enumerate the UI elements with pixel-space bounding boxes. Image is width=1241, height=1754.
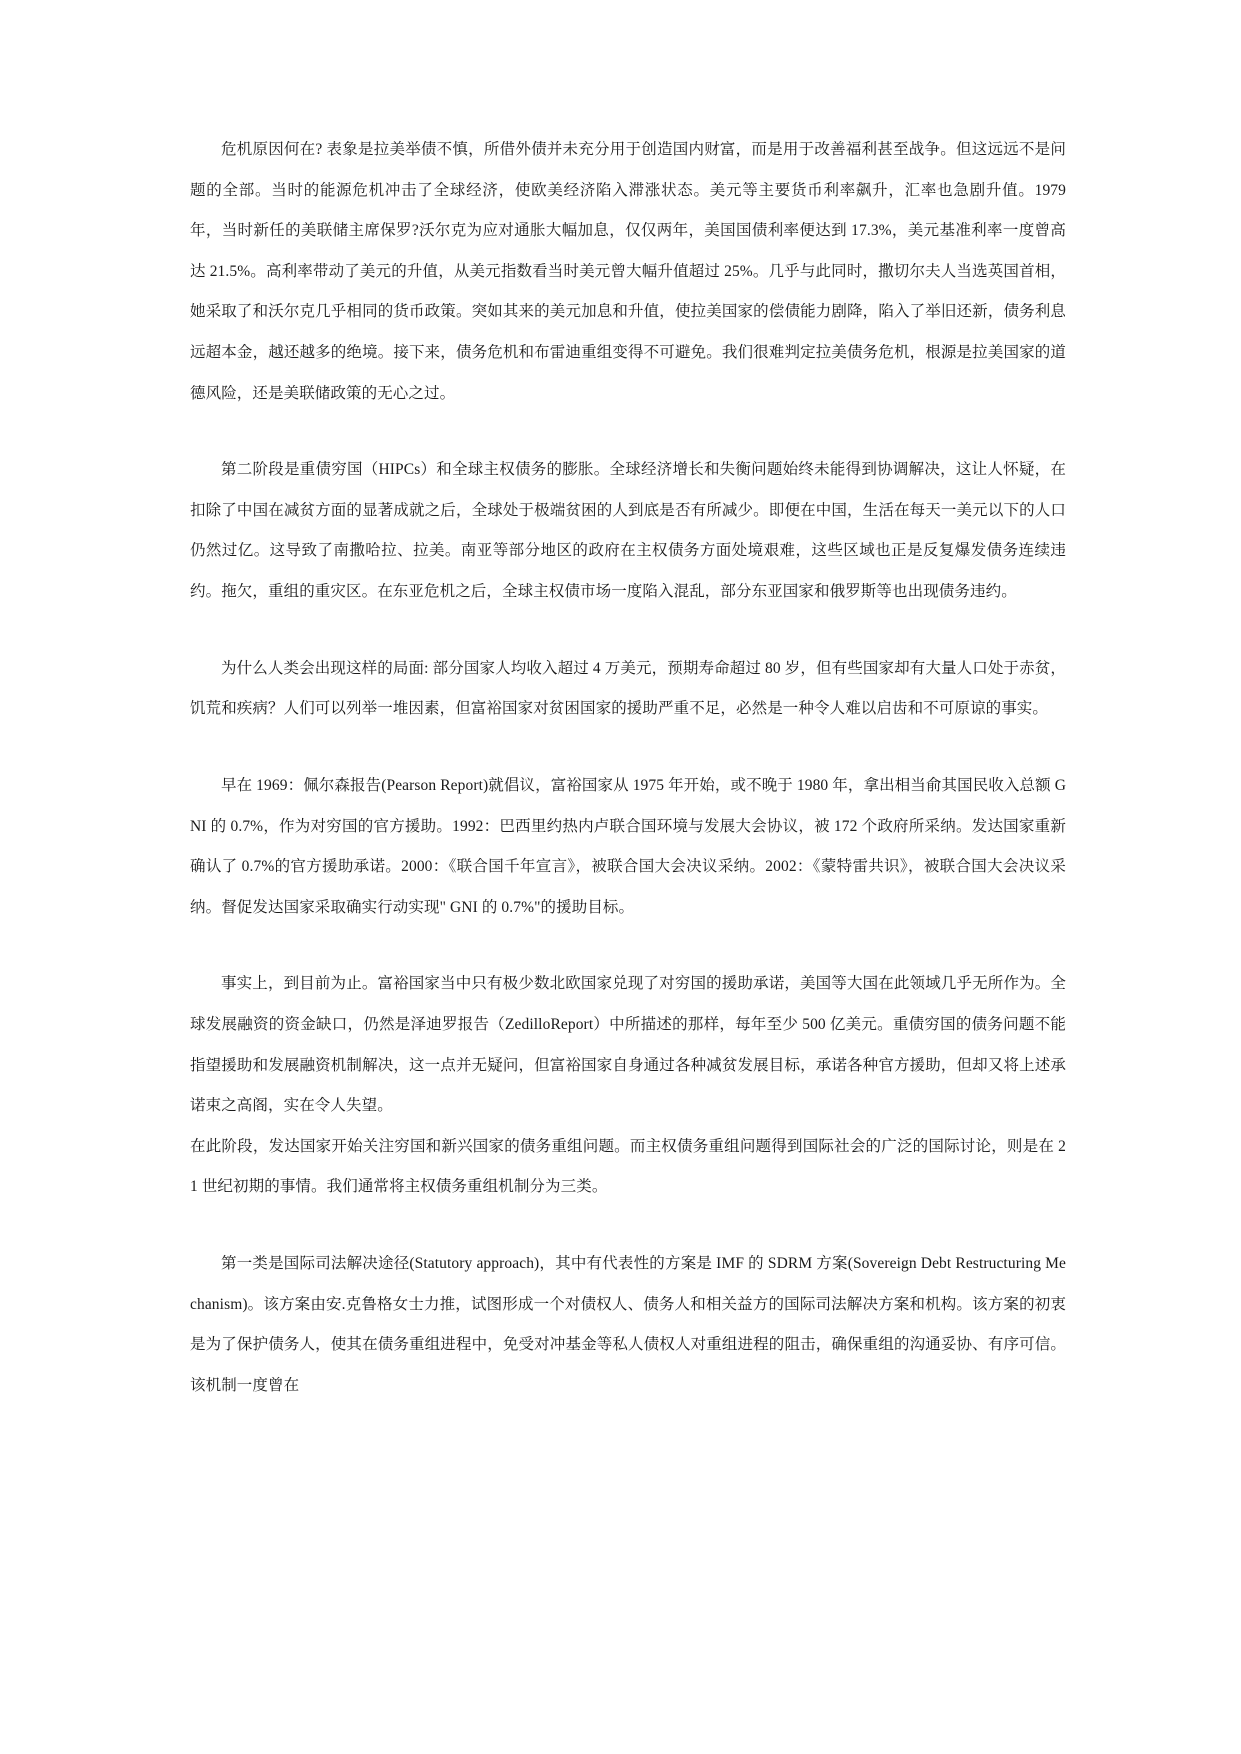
paragraph: 为什么人类会出现这样的局面: 部分国家人均收入超过 4 万美元，预期寿命超过 80 岁，但有些国家却有大量人口处于赤贫，饥荒和疾病？人们可以列举一堆因素，但富裕国家对贫困国家的援助严重不足，必然是一种令人难以启齿和不可原谅的事实。 <box>190 659 1066 718</box>
paragraph-spacer <box>190 928 1066 964</box>
paragraph: 事实上，到目前为止。富裕国家当中只有极少数北欧国家兑现了对穷国的援助承诺，美国等大国在此领域几乎无所作为。全球发展融资的资金缺口，仍然是泽迪罗报告（ZedilloReport）中所描述的那样，每年至少 500 亿美元。重债穷国的债务问题不能指望援助和发展融资机制解决，这一点并无疑问，但富裕国家自身通过各种减贫发展目标，承诺各种官方援助，但却又将上述承诺束之高阁，实在令人失望。 <box>190 975 1066 1115</box>
paragraph-spacer <box>190 414 1066 450</box>
paragraph: 在此阶段，发达国家开始关注穷国和新兴国家的债务重组问题。而主权债务重组问题得到国际社会的广泛的国际讨论，则是在 21 世纪初期的事情。我们通常将主权债务重组机制分为三类。 <box>190 1137 1066 1196</box>
paragraph: 第一类是国际司法解决途径(Statutory approach)，其中有代表性的方案是 IMF 的 SDRM 方案(Sovereign Debt Restructuring Mechanism)。该方案由安.克鲁格女士力推，试图形成一个对债权人、债务人和相关益方的国际司法解决方案和机构。该方案的初衷是为了保护债务人，使其在债务重组进程中，免受对冲基金等私人债权人对重组进程的阻击，确保重组的沟通妥协、有序可信。该机制一度曾在 <box>190 1255 1066 1394</box>
paragraph: 早在 1969：佩尔森报告(Pearson Report)就倡议，富裕国家从 1975 年开始，或不晚于 1980 年，拿出相当俞其国民收入总额 GNI 的 0.7%，作为对穷国的官方援助。1992：巴西里约热内卢联合国环境与发展大会协议，被 172 个政府所采纳。发达国家重新确认了 0.7%的官方援助承诺。2000：《联合国千年宣言》，被联合国大会决议采纳。2002：《蒙特雷共识》，被联合国大会决议采纳。督促发达国家采取确实行动实现" GNI 的 0.7%"的援助目标。 <box>190 776 1066 916</box>
paragraph-spacer <box>190 613 1066 649</box>
paragraph-spacer <box>190 1208 1066 1244</box>
document-body <box>190 130 1070 1406</box>
paragraph: 危机原因何在? 表象是拉美举债不慎，所借外债并未充分用于创造国内财富，而是用于改善福利甚至战争。但这远远不是问题的全部。当时的能源危机冲击了全球经济，使欧美经济陷入滞涨状态。美元等主要货币利率飙升，汇率也急剧升值。1979 年，当时新任的美联储主席保罗?沃尔克为应对通胀大幅加息，仅仅两年，美国国债利率便达到 17.3%，美元基准利率一度曾高达 21.5%。高利率带动了美元的升值，从美元指数看当时美元曾大幅升值超过 25%。几乎与此同时，撒切尔夫人当选英国首相，她采取了和沃尔克几乎相同的货币政策。突如其来的美元加息和升值，使拉美国家的偿债能力剧降，陷入了举旧还新，债务利息远超本金，越还越多的绝境。接下来，债务危机和布雷迪重组变得不可避免。我们很难判定拉美债务危机，根源是拉美国家的道德风险，还是美联储政策的无心之过。 <box>190 141 1070 402</box>
paragraph: 第二阶段是重债穷国（HIPCs）和全球主权债务的膨胀。全球经济增长和失衡问题始终未能得到协调解决，这让人怀疑，在扣除了中国在减贫方面的显著成就之后，全球处于极端贫困的人到底是否有所减少。即便在中国，生活在每天一美元以下的人口仍然过亿。这导致了南撒哈拉、拉美。南亚等部分地区的政府在主权债务方面处境艰难，这些区域也正是反复爆发债务连续违约。拖欠，重组的重灾区。在东亚危机之后，全球主权债市场一度陷入混乱，部分东亚国家和俄罗斯等也出现债务违约。 <box>190 461 1066 601</box>
paragraph-spacer <box>190 730 1066 766</box>
